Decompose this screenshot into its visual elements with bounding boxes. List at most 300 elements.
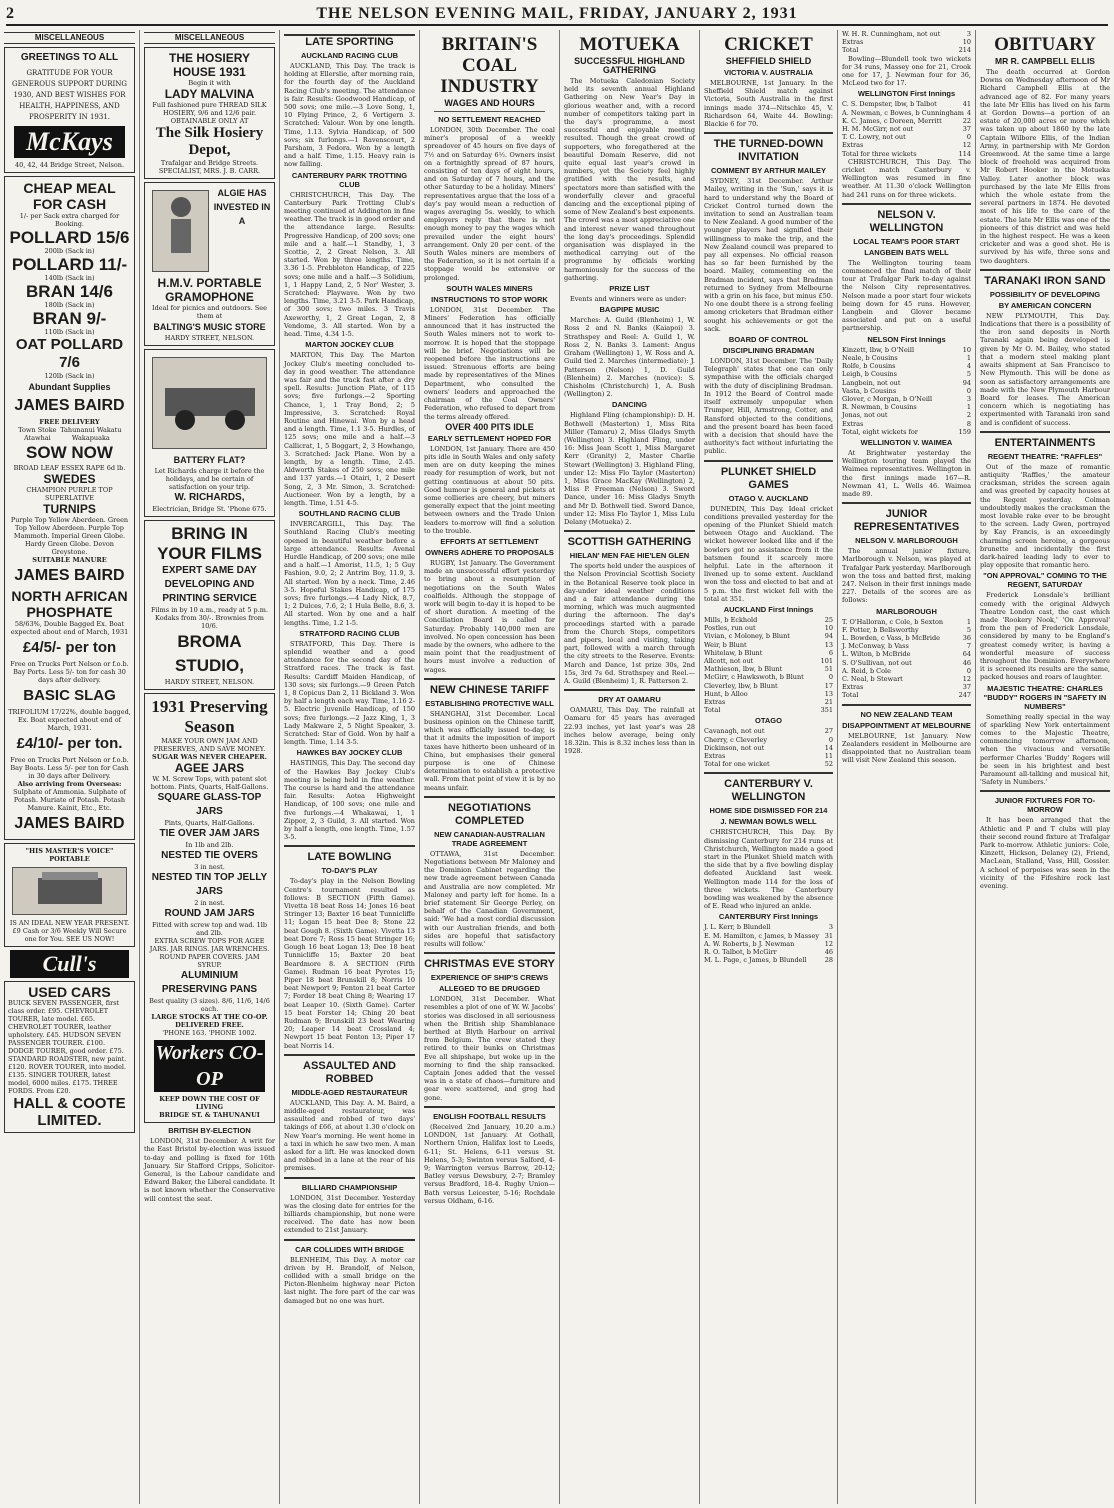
score-row [842,403,971,411]
scorecard [842,346,971,436]
article-text: MELBOURNE, 1st January. In the Sheffield Shield match against Victoria, South Australia in the first innings made 374—Nitschke 45, V. Richardson 64, Waite 44. Bowling: Blackie 6 for 70. [704,79,833,129]
ad-heading: CHEAP MEAL FOR CASH [23,180,116,213]
runs: 159 [958,427,971,436]
score-row [842,659,971,667]
price-line: POLLARD 11/- [11,255,128,275]
column-4 [420,30,560,1504]
score-row [704,698,833,706]
score-row [704,948,833,956]
batsman-name: Total for one wicket [704,760,770,769]
car-list: BUICK SEVEN PASSENGER, first class order. £95. CHEVROLET TOURER, late model. £65. CHEVROLET TOURER, leather upholstery. £45. HUDSON SEVEN PASSENGER TOURER. £100. DODGE TOURER, good order. £75. STANDARD ROADSTER, new paint. £120. ROVER TOURER, into model. £135. SINGER TOURER, latest model, 6000 miles. £175. THREE FORDS. From £20. [8,999,127,1096]
article-text: SHANGHAI, 31st December. Local business opinion on the Chinese tariff, which was officially issued to-day, is that it admits the imposition of import taxes have hitherto been unheard of in China, but emphasises their general purpose is one of Chinese determination to establish a protective wall. From that point of view it is by no means unfair. [424,709,555,792]
workers-coop-logo: Workers CO-OP [155,1042,264,1091]
ad-heading: THE HOSIERY HOUSE 1931 [169,51,250,80]
batsman-name: Extras [842,141,864,150]
score-row [842,117,971,125]
ad-tagline: KEEP DOWN THE COST OF LIVING [159,1095,260,1112]
article-text: LONDON, 31st December. Yesterday was the closing date for entries for the billiards championship, but none were received. The date has now been extended to 21st January. [284,1193,415,1235]
ad-text: Sulphate of Ammonia. Sulphate of Potash. Muriate of Potash. Potash Manure. Kainit, Etc., Etc. [13,788,126,813]
score-row [704,940,833,948]
article-subheading: VICTORIA V. AUSTRALIA [723,68,814,77]
score-row [704,752,833,760]
score-row [704,616,833,624]
runs: 27 [824,727,833,736]
article-text: The sports held under the auspices of the Nelson Provincial Scottish Society in the Botanical Reserve took place in day-under ideal weather conditions and a fair attendance during the morning, which was much augmented during the afternoon. The day's proceedings started with a parade from the Church Steps, competitors and pipers, local and visiting, taking part, followed with a march through the city streets to the Reserve. Events: March and Dance, 1st prize 30s, 2nd 15s, 3rd 7s 6d. Strathspey and Reel.—A. Guild (Blenheim) 1, R. Patterson 2. [564,562,695,685]
article-text: OAMARU, This Day. The rainfall at Oamaru for 45 years has averaged 22.93 inches, yet last year's was 28 inches below average, being only 18.32in. This is 8.32 inches less than in 1928. [564,706,695,756]
score-row [704,923,833,931]
runs: 12 [962,674,971,683]
article-subheading: BAGPIPE MUSIC [599,305,660,315]
product-name: H.M.V. PORTABLE GRAMOPHONE [157,276,262,305]
article-subheading: AUCKLAND RACING CLUB [300,51,399,60]
ad-text: 58/63%, Double Bagged Ex. Boat expected about end of March, 1931 [10,620,129,637]
article-text: LONDON, 31st December. What resembles a plot of one of W. W. Jacobs' stories was disclosed in all seriousness when the British ship Shamblanace berthed at Blyth Harbour on arrival from Belgium. The crew stated they retired to their bunks on Christmas Eve all shipshape, but woke up in the morning to find the ship ransacked. Captain Jones added that the vessel was in a state of chaos—furniture and gear were scattered, and grog had gone. [424,995,555,1102]
ad-heading: BATTERY FLAT? [173,455,246,466]
runs: 0 [966,386,971,395]
score-row [842,667,971,675]
article-text: The annual junior fixture, Marlborough v. Nelson, was played at Trafalgar Park yesterday. Marlborough won the toss and batted first, making 247. Nelson in their first innings made 227. Details of the scores are as follows: [842,547,971,605]
article-headline: NEW CHINESE TARIFF [430,683,549,696]
ad-address: Trafalgar and Bridge Streets. [160,159,259,168]
ad-text: SUGAR WAS NEVER CHEAPER. [152,753,267,762]
score-row [842,395,971,403]
product-text: EXTRA SCREW TOPS FOR AGEE JARS. JAR RINGS. JAR WRENCHES. ROUND PAPER COVERS. JAM SYRUP. [149,937,270,970]
ad-address: Electrician, Bridge St. 'Phone 675. [152,505,267,514]
batsman-name: Allcott, not out [704,656,754,665]
article-text: CHRISTCHURCH, This Day. The cricket match Canterbury v. Wellington was resumed in fine weather. At 11.30 o'clock Wellington had 241 runs on for three wickets. [842,157,971,199]
article-text: Something really special in the way of sparkling New York entertainment comes to the Majestic Theatre, commencing tomorrow afternoon, when the vivacious and versatile performer Charles 'Buddy' Rogers will be seen in his brightest and best Paramount all-talking and musical hit, 'Safety in Numbers.' [980,712,1110,787]
batsman-name: A. Newman, c Bowes, b Cunningham [842,108,964,117]
batsman-name: Extras [842,419,864,428]
ad-text: Ideal for picnics and outdoors. See them at [152,304,267,321]
article-subheading: TO-DAY'S PLAY [321,866,378,876]
article-subheading: BOARD OF CONTROL [728,335,809,345]
runs: 17 [824,681,833,690]
article-headline: BRITAIN'S COAL INDUSTRY [440,34,539,97]
weight-line: 120lb (Sack in) [44,372,95,381]
score-row [842,150,971,158]
scorecard [704,727,833,768]
scorecard [842,100,971,157]
ad-text: CHAMPION PURPLE TOP SUPERLATIVE [26,486,113,503]
batsman-name: Mathieson, lbw, b Blunt [704,665,783,674]
runs: 25 [824,615,833,624]
article-text: LONDON, 31st December. The 'Daily Telegraph' states that one can only sympathise with the officials charged with the duty of disciplining Bradman. In 1912 the Board of Control made itself extremely unpopular when Trumper, Hill, Armstrong, Cotter, and Ransford objected to the conditions, and the present board has been faced with a decision that should have the authority's fact without infuriating the public. [704,357,833,456]
article-headline: MOTUEKA [579,34,680,55]
weight-line: 180lb (Sack in) [44,301,95,310]
batsman-name: Extras [704,752,726,760]
score-row [704,690,833,698]
batsman-name: Weir, b Blunt [704,640,747,649]
ad-heading: GREETINGS TO ALL [20,52,119,64]
article-text: BLENHEIM, This Day. A motor car driven by H. Brandolf, of Nelson, collided with a small bridge on the Picton-Blenheim highway near Picton last night. The fore part of the car was damaged but no one was hurt. [284,1255,415,1305]
scorecard [842,30,971,55]
article-subheading: HOME SIDE DISMISSED FOR 214 [709,806,828,816]
batsman-name: C. Neal, b Stewart [842,674,903,683]
article-subheading: SOUTHLAND RACING CLUB [298,509,401,519]
article-text: RUGBY, 1st January. The Government made an unsuccessful effort yesterday to bring about a resumption of negotiations on the South Wales coalfields. Although the stoppage of work will begin to-day it is hoped to be of short duration. A meeting of the Conciliation Board is called for Saturday. Probably 140,000 men are involved. No open concession has been made by the owners, who adhere to the main point that the readjustment of hours must involve a reduction of wages. [424,558,555,674]
batsman-name: T. O'Halloran, c Cole, b Sexton [842,617,944,626]
runs: 13 [824,640,833,649]
batsman-name: H. M. McGirr, not out [842,125,914,134]
article-text: DUNEDIN, This Day. Ideal cricket conditions prevailed yesterday for the opening of the Plunket Shield match between Otago and Auckland. The wicket however looked like and if the bowlers got no assistance from it the batsmen found it scarcely more helpful. Late in the afternoon it livened up to some extent. Auckland won the toss and elected to bat and at 5 p.m. the first wicket fell with the total at 351. [704,504,833,603]
ad-heading: USED CARS [28,984,111,1001]
batsman-name: J. McConway, b Vass [842,642,909,651]
score-row [842,420,971,428]
ad-heading: ALGIE HAS INVESTED IN A [213,188,271,227]
article-headline: DRY AT OAMARU [598,695,661,705]
score-row [842,634,971,642]
ad-text: LARGE STOCKS AT THE CO-OP. DELIVERED FREE. [151,1013,268,1030]
batsman-name: Whitelaw, b Blunt [704,648,763,657]
article-text: INVERCARGILL, This Day. The Southland Racing Club's meeting opened in beautiful weather before a large attendance. Results: Avenal Hurdle Handicap, of 200 sovs; one mile and a half.—1 Amorist, 11.5, 1; 5 Guy Fashion, 9.0, 2; 2 Antrim Boy, 11.9, 3. All started. Won by a neck. Time, 2.46 3-5. Hopeful Stakes Handicap, of 175 sovs; five furlongs.—4 Lady Nick, 8.7, 1; 2 Dulces, 7.6, 2; 1 Hula Belle, 8.6, 3. All started. Won by one and a half lengths. Time, 1.2 1-5. [284,520,415,627]
masthead [6,4,1108,26]
batsman-name: Vivian, c Moloney, b Blunt [704,632,790,641]
article-text: It has been arranged that the Athletic and P and T clubs will play their second round fixture at Trafalgar Park to-morrow. Athletic juniors: Cole, Kinzett, Hickson, Delaney (2), Friend, MacLean, Stalland, Vass, Hill, Gossler. A school of porpoises was seen in the vicinity of the Fifeshire rock last evening. [980,816,1110,891]
article-subheading: NEW CANADIAN-AUSTRALIAN TRADE AGREEMENT [434,829,545,848]
score-row [842,428,971,436]
score-row [842,675,971,683]
score-row [704,706,833,714]
shop-name: BROMA STUDIO, [175,632,244,676]
batsman-name: A. W. Roberts, b J. Newman [704,939,795,948]
article-text: The death occurred at Gordon Downs on Wednesday afternoon of Mr Richard Campbell Ellis at the advanced age of 82. For many years the late Mr Ellis has lived on his farm at Gordon Downs—a portion of an estate of 20,000 acres or more which was taken up about 1860 by the late Captain Wilbore Ellis, of the Indian Army, in partnership with Mr Gordon Greenwood. At the same time a large block of freehold was acquired from Mr Robert Hooker in the Motueka Valley. Later another block was purchased by the late Mr Ellis from which the whole estate from the several partners in 1874. He devoted most of his life to the care of the estate. The late Mr Ellis was one of the pioneers of this district and was held in the highest respect. He was a keen cricketer and was a good shot. He is survived by his wife, three sons and two daughters. [980,68,1110,265]
runs: 5 [966,370,971,379]
runs: 10 [962,345,971,354]
article-subheading: DISAPPOINTMENT AT MELBOURNE [842,720,971,730]
price-line: OAT POLLARD 7/6 [15,336,124,372]
article-text: Frederick Lonsdale's brilliant comedy with the original Aldwych Theatre London cast, the cast which made 'Rookery Nook,' 'On Approval' from the pen of Frederick Lonsdale, considered by many to be England's greatest comedy writer, is having a wonderful measure of success throughout the Dominion. Everywhere it is screened its results are the same, packed houses and roars of laughter. [980,591,1110,682]
ad-heading: "HIS MASTER'S VOICE" PORTABLE [25,847,114,864]
runs: 3 [966,30,971,38]
batsman-name: Kinzett, lbw, b O'Neill [842,345,915,354]
ad-text: Abundant Supplies [28,382,111,393]
culls-logo: Cull's [10,950,129,978]
used-cars-ad [4,981,135,1133]
article-text: AUCKLAND, This Day. A. M. Baird, a middle-aged restaurateur, was assaulted and robbed of two days' takings of £66, at about 1.30 o'clock on New Year's morning. He went home in a taxi in which he saw two men. A man asked for a lift. He was knocked down and robbed in a lane at the rear of his premises. [284,1098,415,1173]
price-line: £4/10/- per ton. [16,735,123,753]
batsman-name: Neale, b Cousins [842,353,898,362]
article-headline: CRICKET [724,34,813,55]
article-subheading: SOUTH WALES MINERS [446,283,533,293]
section-header: MISCELLANEOUS [4,32,135,44]
hmv-ad [4,843,135,947]
article-subheading: ALLEGED TO BE DRUGGED [438,984,541,994]
article-headline: PLUNKET SHIELD GAMES [720,465,817,491]
article-text: OTTAWA, 31st December. Negotiations between Mr Maloney and the Dominion Cabinet regarding the new trade agreement between Canada and Australia are now completed. Mr Maloney and party left for home. In a brief statement Sir George Perley, on behalf of the Canadian Government, said: 'We had a most cordial discussion with our Australian friends, and both sides are hopeful that satisfactory results will follow.' [424,849,555,949]
batsman-name: J. L. Kerr, b Blundell [704,923,771,932]
mckays-logo: McKays [14,126,125,158]
column-7 [838,30,976,1504]
article-subheading: MAJESTIC THEATRE: CHARLES "BUDDY" ROGERS IN "SAFETY IN NUMBERS" [983,683,1107,711]
scorecard-heading: NELSON First Innings [867,334,946,344]
motorcar-illustration [152,357,267,449]
runs: 101 [820,656,833,665]
article-subheading: CANTERBURY PARK TROTTING CLUB [291,170,408,189]
article-headline: ENGLISH FOOTBALL RESULTS [433,1111,546,1121]
score-row [842,133,971,141]
weight-line: 200lb (Sack in) [44,247,95,256]
ad-text: Also arriving from Overseas: [17,780,122,789]
score-row [704,632,833,640]
batsman-name: Total for three wickets [842,149,917,158]
product-text: Best quality (3 sizes). 8/6, 11/6, 14/6 each. [149,997,270,1014]
article-subheading: DISCIPLINING BRADMAN [722,346,815,356]
score-row [842,683,971,691]
score-row [704,682,833,690]
article-text: NEW PLYMOUTH, This Day. Indications that there is a possibility of the iron sand deposits in North Taranaki again being developed is given by Mr O. M. Bailey, who stated that a modern steel making plant awaits shipment at San Francisco to New Plymouth. This will be done as soon as satisfactory arrangements are made with the New Plymouth Harbour Board for leases. The American concern which is negotiating has experimented with Taranaki iron sand and is confident of success. [980,311,1110,427]
article-subheading: OVER 400 PITS IDLE [445,421,534,432]
article-subheading: SUCCESSFUL HIGHLAND GATHERING [574,56,685,75]
score-row [704,673,833,681]
product-name: TIE OVER JAM JARS [159,828,260,840]
article-headline: SCOTTISH GATHERING [567,536,692,549]
ad-text: SPECIALIST, MRS. J. B. CARR. [158,167,261,176]
ad-address: BRIDGE ST. & TAHUNANUI [159,1111,260,1120]
column-8 [976,30,1114,1504]
score-row [842,642,971,650]
scorecard [704,923,833,964]
runs: 13 [824,689,833,698]
batsman-name: Postles, run out [704,624,756,633]
score-row [704,744,833,752]
product-text: 2 in nest. [194,899,225,908]
runs: 4 [966,108,971,117]
runs: 8 [966,419,971,428]
score-row [842,387,971,395]
score-row [842,362,971,370]
article-subheading: POSSIBILITY OF DEVELOPING [989,289,1101,299]
batsman-name: R. O. Talbot, b McGirr [704,948,777,957]
advertiser-name: HALL & COOTE LIMITED. [13,1095,126,1130]
product-name: ALUMINIUM PRESERVING PANS [161,970,258,996]
batsman-name: Mills, b Eckhold [704,615,758,624]
score-row [704,736,833,744]
article-text: Highland Fling (championship): D. H. Bothwell (Masterton) 1, Miss Rita Miller (Tamaru) 2, Miss Gladys Smyth (Wellington) 3. Highland Fling, under 16: Miss Jean Scott 1, Miss Margaret Kerr (Granity) 2, Master Charlie Stewart (Wellington) 3. Highland Fling, under 12: Miss Flo Taylor (Masterton) 1, Miss Grace MacKay (Wellington) 2, Miss P. Freeman (Nelson) 3. Sword Dance, under 16: Miss Gladys Smyth and Mr D. Bothwell tied. Sword Dance, under 12: Miss Flo Taylor 1, Miss Lulu Delany (Motueka) 2. [564,411,695,526]
score-row [842,141,971,149]
article-headline: JUNIOR FIXTURES FOR TO-MORROW [994,796,1096,815]
price-line: POLLARD 15/6 [9,228,130,248]
article-subheading: OWNERS ADHERE TO PROPOSALS [425,547,554,557]
ad-text: MAKE YOUR OWN JAM AND PRESERVES, AND SAVE MONEY. [153,737,266,754]
batsman-name: S. O'Sullivan, not out [842,658,912,667]
batsman-name: Jonas, not out [842,411,888,420]
score-row [704,657,833,665]
ad-address: HARDY STREET, NELSON. [164,334,255,343]
score-row [842,125,971,133]
article-subheading: BY AMERICAN CONCERN [998,300,1092,310]
batsman-name: Cavanagh, not out [704,727,765,736]
article-subheading: EXPERIENCE OF SHIP'S CREWS [430,973,549,983]
batsman-name: Glover, c Morgan, b O'Neill [842,394,933,403]
ad-text: GRATITUDE FOR YOUR GENEROUS SUPPORT DURING 1930, AND BEST WISHES FOR HEALTH, HAPPINESS, AND PROSPERITY IN 1931. [11,69,128,122]
product-text: In 1lb and 2lb. [185,841,234,850]
advertiser-name: JAMES BAIRD [14,815,125,833]
section-header: MISCELLANEOUS [144,32,275,44]
article-subheading: NO SETTLEMENT REACHED [438,115,541,124]
cartoon-illustration [152,190,209,272]
article-subheading: PRIZE LIST [609,284,650,294]
brand-name: LADY MALVINA [164,87,255,102]
column-6 [700,30,838,1504]
score-row [842,354,971,362]
score-row [842,109,971,117]
article-text: HASTINGS, This Day. The second day of the Hawkes Bay Jockey Club's meeting is being held in fine weather. The course is hard and the attendance fair. Results: Aotea Highweight Handicap, of 100 sovs; one mile and five furlongs.—4 Whakawai, 1, 1 Zippor, 2, 3 Guild, 3. All started. Won by half a length, one length. Time, 1.57 3-5. [284,759,415,842]
ad-heading: BRING IN YOUR FILMS [157,524,262,564]
ad-text: Free on Trucks Port Nelson or f.o.b. Bay Boats. Less 5/- per ton for Cash in 30 days after Delivery. [10,756,129,781]
runs: 11 [824,752,833,760]
score-row [842,30,971,38]
batsman-name: Vasta, b Cousins [842,386,897,395]
article-text: AUCKLAND, This Day. The track is holding at Ellerslie, after morning rain, for the fourth day of the Auckland Racing Club's meeting. The attendance is fair. Results: Goodwood Handicap, of 500 sovs; one mile.—3 Love Song, 1, 10 Flying Prince, 2, 6 Vertigern 3. Scratched: Valour. Won by one length. Time, 1.13. Sylvia Handicap, of 500 sovs; six furlongs.—1 Ravenscourt, 2 Parsham, 3 Fedora. Won by a length and a half. Time, 1.15. Heavy rain is now falling. [284,62,415,169]
article-text: (Received 2nd January, 10.20 a.m.) LONDON, 1st January. At Gothall, Northern Union, Halifax lost to Leeds, 6-11; St. Helens, 6-11 versus St. Helens, 5-3; Swinton versus Salford, 4-9; Warrington versus Barrow, 20-12; Batley versus Dewsbury, 2-7; Bramley versus Bradford, 18-4. Rugby Union—Bath versus Leicester, 5-16; Rochdale versus Oldham, 6-16. [424,1122,555,1205]
runs: 1 [966,617,971,626]
ad-text: FREE DELIVERY [39,418,100,427]
runs: 7 [966,642,971,651]
runs: 37 [962,125,971,134]
batsman-name: F. Potter, b Bellsworthy [842,625,919,634]
ad-text: Films in by 10 a.m., ready at 5 p.m. Kodaks from 30/-. Brownies from 10/6. [150,606,269,631]
article-headline: ASSAULTED AND ROBBED [303,1059,396,1085]
shop-name: The Silk Hosiery Depot, [155,125,264,159]
broma-ad [144,520,275,690]
article-text: Marches: A. Guild (Blenheim) 1, W. Ross 2 and N. Banks (Kaiapoi) 3. Strathspey and Reel: A. Guild 1, W. Ross 2, N. Banks 3. Lament: Angus Graham (Wellington) 1, W. Ross and A. Guild tied 2. Marches (intermediate): J. Patterson (Nelson) 1, D. Guild (Blenheim) 2. Marches (novice): S. Chisholm (Christchurch) 1, A. Bush (Wellington) 2. [564,316,695,399]
article-headline: LATE SPORTING [284,34,415,49]
batsman-name: Total [842,691,859,700]
batsman-name: A. Reid, b Cole [842,666,891,675]
hmv-portable-ad [144,182,275,346]
article-text: LONDON, 1st January. There are 450 pits idle in South Wales and only safety men are on duty keeping the mines ready for resumption of work, but not getting continuous at about 50 pits. Good humour is general and pickets at some collieries are cheery, but miners generally expect that the joint meeting between owners and the Trade Union leaders to-morrow will find a solution to the trouble. [424,444,555,535]
batsman-name: Total [704,706,721,715]
score-row [704,956,833,964]
batsman-name: Extras [842,683,864,692]
article-subheading: EARLY SETTLEMENT HOPED FOR [427,433,552,443]
scorecard-heading: AUCKLAND First Innings [723,604,814,614]
product-text: 3 in nest. [194,863,225,872]
article-headline: ENTERTAINMENTS [994,436,1096,449]
article-headline: THE TURNED-DOWN INVITATION [713,138,824,164]
product-name: ROUND JAM JARS [164,908,255,920]
runs: 6 [828,648,833,657]
article-text: Bowling—Blundell took two wickets for 34 runs, Massey one for 21, Crook one for 17, J. Newman four for 36, McLeod two for 17. [842,54,971,88]
article-subheading: COMMENT BY ARTHUR MAILEY [711,166,826,176]
article-headline: BRITISH BY-ELECTION [168,1126,251,1136]
batsman-name: W. H. R. Cunningham, not out [842,30,941,38]
page-number: 2 [6,5,14,22]
batsman-name: Cleverley, lbw, b Blunt [704,681,778,690]
column-5 [560,30,700,1504]
batsman-name: E. M. Hamilton, c James, b Massey [704,931,819,940]
runs: 247 [958,691,971,700]
article-subheading: STRATFORD RACING CLUB [299,628,400,638]
price-line: £4/5/- per ton [22,639,117,657]
product-name: NESTED TIE OVERS [161,850,258,862]
ad-address: HARDY STREET, NELSON. [164,678,255,687]
article-text: MARTON, This Day. The Marton Jockey Club's meeting concluded to-day in good weather. The attendance was fair and the track fast after a dry spell. Results: Junction Plate, of 115 sovs; five furlongs.—2 Sporting Chance, 1, 1 Tray Bond, 2; 5 Impressive, 3. Scratched: Royal Routine and Hinewai. Won by a head and a length. Time, 1.1 3-5. Hurdles, of 125 sovs; one mile and a half.—3 Callicrat, 1, 5 Boggart, 2, 3 Howhango, 3. Scratched: Jack Plane. Won by a length, by a length. Time, 2.45. Aldworth Stakes of 250 sovs; one mile and 137 yards.—1 Otairi, 1, 2 Desert Song, 2, 3 Mr. Simon, 3. Scratched: Auctioneer. Won by a length, by a length. Time, 1.51 4-5. [284,351,415,507]
article-subheading: MARTON JOCKEY CLUB [305,340,394,350]
batsman-name: Leigh, b Cousins [842,370,897,379]
article-text: Events and winners were as under: [570,295,687,304]
advertiser-name: JAMES BAIRD [14,567,125,585]
article-subheading: WAGES AND HOURS [444,98,535,108]
article-subheading: HIELAN' MEN FAE HIE'LEN GLEN [569,551,690,561]
ad-heading: BASIC SLAG [23,687,116,705]
batsman-name: Langbein, not out [842,378,901,387]
article-subheading: HAWKES BAY JOCKEY CLUB [296,748,403,758]
score-row [842,38,971,46]
batsman-name: Total [842,46,859,55]
ad-heading: SOW NOW [26,443,113,463]
runs: 51 [824,665,833,674]
runs: 94 [962,378,971,387]
score-row [704,932,833,940]
article-subheading: J. NEWMAN BOWLS WELL [720,817,817,827]
scorecard-heading: CANTERBURY First Innings [718,912,819,922]
towns-right: Tahunanui Wakatu Wakapuaka [60,426,122,443]
score-row [842,691,971,699]
ad-text: Purple Top Yellow Aberdeen. Green Top Yellow Aberdeen. Purple Top Mammoth. Imperial Green Globe. Hardy Green Globe. Devon Greystone. [10,516,129,557]
score-row [842,618,971,626]
ad-text: IS AN IDEAL NEW YEAR PRESENT. £9 Cash or 3/6 Weekly Will Secure one for You. SEE US NOW! [9,919,130,944]
article-text: The Motueka Caledonian Society held its seventh annual Highland Gathering on New Year's Day in glorious weather and, with a record number of competitors taking part in the day's programme, a most successful and enjoyable meeting resulted. Though the great crowd of supporters, who foregathered at the beautiful Domain Reserve, did not quite equal last year's crowd in numbers, yet the Society feel highly gratified with the results, and spectators more than satisfied with the wonderfully clever and graceful dancing and the exceptional piping of some of New Zealand's best exponents. The crowd was a most appreciative one and interest never waned throughout the long day's proceedings. Splendid organisation was displayed in the methodical carrying out of the programme by officials working harmoniously for the success of the gathering. [564,77,695,282]
price-line: BRAN 14/6 [26,282,113,302]
score-row [842,626,971,634]
coop-preserving-ad [144,693,275,1123]
runs: 22 [962,116,971,125]
runs: 2 [966,411,971,420]
article-headline: TARANAKI IRON SAND [984,274,1106,287]
runs: 214 [958,46,971,55]
batsman-name: C. S. Dempster, lbw, b Talbot [842,100,937,109]
ad-text: 1/- per Sack extra charged for Booking. [19,212,120,229]
article-text: To-day's play in the Nelson Bowling Centre's tournament resulted as follows: B SECTION (Fifth Game). Vivetta 18 beat Ross 14; Jones 16 beat Stringer 13; Baxter 16 beat Tunnicliffe 11; Logan 15 beat Dee 8; Stone 22 beat Gough 8. (Sixth Game). Vivetta 13 beat Dore 7; Ross 15 beat Stringer 16; Gough 16 beat Logan 13; Dee 18 beat Tunnicliffe 15; Baxter 20 beat Beardmore 8. A SECTION (Fifth Game). Rudman 16 beat Pyrotes 15; Piper 18 beat Brunskill 8; Norris 10 beat Newport 9; Fenton 21 beat Carter 7; Forder 18 beat Ching 8; Wearing 17 beat Leaper 10. (Sixth Game). Carter 15 beat Forster 14; Ching 20 beat Rudman 9; Brunskill 23 beat Wearing 20; Leaper 14 beat Crossland 4; Newport 15 beat Fenton 13; Piper 17 beat Norris 14. [284,877,415,1050]
column-3 [280,30,420,1504]
score-row [704,665,833,673]
richards-ad [144,349,275,517]
ad-subheading: EXPERT SAME DAY DEVELOPING AND PRINTING SERVICE [162,565,257,605]
runs: 94 [824,632,833,641]
runs: 1 [966,403,971,412]
runs: 36 [962,633,971,642]
product-name: SQUARE GLASS-TOP JARS [157,792,262,818]
score-row [842,650,971,658]
batsman-name: M. L. Page, c James, b Blundell [704,956,807,965]
article-text: LONDON, 30th December. The coal miner's proposal of a weekly spreadover of 45 hours on five days of 7½ and on Saturday 6½. Owners insist on a fortnightly spread of 87 hours, consisting of ten days of eight hours, and on Saturday of 7 hours, and the other Saturday to be a holiday. Miners' representatives argue that the loss of a day's pay would mean a reduction of wages averaging 5s. weekly, to which employers reply that there is not enough money to pay the wages which prevailed under the eight hours' arrangement. Only 20 per cent. of the South Wales miners are members of the Federation, so it is not certain if a stoppage would be extensive or prolonged. [424,126,555,282]
ad-text: Begin it with [188,79,231,88]
ad-heading: TURNIPS [43,502,96,517]
batsman-name: McGirr, c Hawkswoth, b Blunt [704,673,804,682]
runs: 52 [824,760,833,769]
article-subheading: SHEFFIELD SHIELD [725,56,812,66]
mckays-ad [4,47,135,173]
batsman-name: T. C. Lowry, not out [842,133,906,142]
ad-phones: 'PHONE 163. 'PHONE 1002. [162,1029,257,1038]
runs: 10 [824,624,833,633]
article-subheading: MIDDLE-AGED RESTAURATEUR [291,1087,408,1097]
article-subheading: LANGBEIN BATS WELL [864,247,949,257]
article-text: MELBOURNE, 1st January. New Zealanders resident in Melbourne are disappointed that no Australian team will visit New Zealand this season. [842,731,971,765]
article-text: STRATFORD, This Day. There is splendid weather and a good attendance for the second day of the Stratford races. The track is fast. Results: Cardiff Maiden Handicap, of 130 sovs; six furlongs.—9 Green Patch 1, 8 Copicus Dan 2, 11 Bickland 3. Won by half a length each way. Time, 1.16 2-5. Electric Juvenile Handicap, of 150 sovs; five furlongs.—2 Jazz King, 1, 3 Lady Makware 2, 5 Night Speaker, 3. Scratched: Star of Gold. Won by half a length. Time, 1.14 3-5. [284,639,416,747]
advertiser-name: W. RICHARDS, [174,492,245,504]
scorecard-heading: MARLBOROUGH [876,606,937,616]
runs: 12 [962,141,971,150]
score-row [842,411,971,419]
scorecard-heading: OTAGO [755,716,782,726]
score-row [842,100,971,108]
scorecard-heading: WELLINGTON First Innings [857,89,956,99]
runs: 46 [962,658,971,667]
article-text: LONDON, 31st December. A writ for the East Bristol by-election was issued to-day and polling is fixed for 16th January. Sir Stafford Cripps, Solicitor-General, is the Labour candidate and Edward Baker, the Liberal candidate. It is not known whether the Conservative will contest the seat. [144,1137,275,1203]
